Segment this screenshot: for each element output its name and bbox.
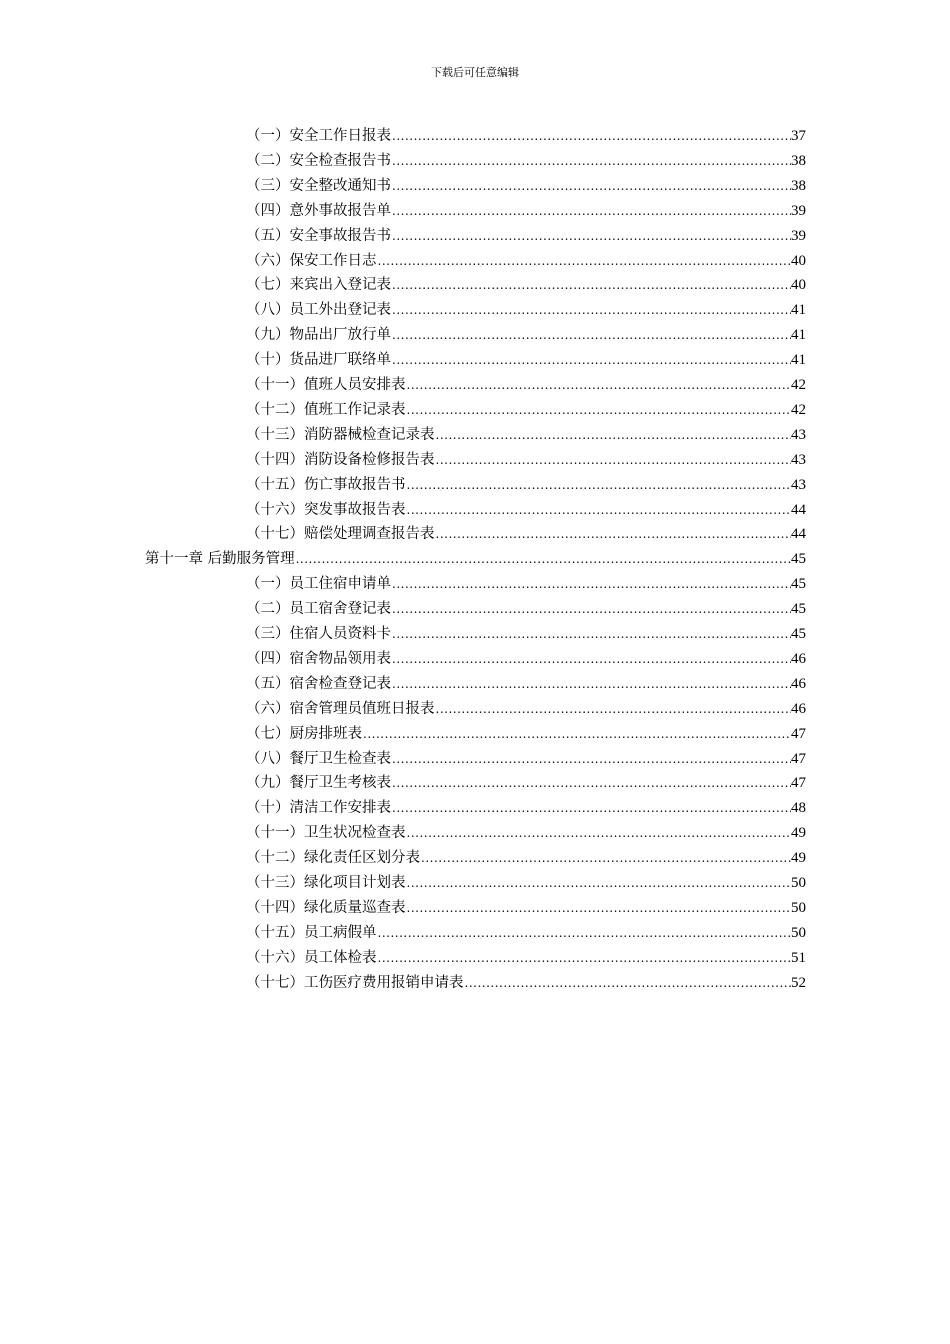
toc-entry[interactable]	[246, 747, 806, 771]
toc-page-number: 45	[791, 626, 806, 642]
toc-page-number: 49	[791, 825, 806, 842]
toc-page-number: 44	[791, 501, 806, 518]
toc-dot-leader	[391, 149, 791, 173]
toc-page-number: 50	[791, 875, 806, 891]
toc-page-number: 42	[791, 377, 806, 393]
toc-page-number: 44	[791, 526, 806, 543]
toc-entry-title: （六）保安工作日志	[246, 252, 377, 269]
toc-dot-leader	[464, 971, 792, 995]
toc-page-number: 43	[791, 451, 806, 468]
toc-page-number: 40	[791, 252, 806, 269]
toc-dot-leader	[406, 373, 792, 397]
toc-entry-title: （十六）突发事故报告表	[246, 501, 406, 518]
toc-page-number: 45	[791, 601, 806, 618]
toc-entry[interactable]	[246, 672, 806, 696]
toc-entry-title: （三）安全整改通知书	[246, 177, 391, 194]
page-header: 下载后可任意编辑	[431, 66, 519, 79]
toc-page-number: 47	[791, 775, 806, 792]
toc-dot-leader	[391, 298, 791, 322]
toc-page-number: 39	[791, 227, 806, 244]
toc-page-number: 38	[791, 152, 806, 169]
toc-page-number: 52	[791, 974, 806, 991]
toc-entry-title: （二）员工宿舍登记表	[246, 601, 391, 618]
toc-dot-leader	[391, 672, 791, 696]
toc-dot-leader	[391, 348, 791, 372]
toc-page-number: 37	[791, 128, 806, 144]
toc-page-number: 49	[791, 850, 806, 867]
toc-dot-leader	[406, 473, 792, 497]
toc-page-number: 41	[791, 352, 806, 369]
toc-entry-title: （二）安全检查报告书	[246, 152, 391, 169]
toc-dot-leader	[435, 423, 792, 447]
toc-entry[interactable]	[246, 373, 806, 397]
toc-entry-title: （十五）员工病假单	[246, 924, 377, 941]
toc-entry[interactable]	[246, 473, 806, 497]
toc-page-number: 39	[791, 202, 806, 219]
toc-page-number: 45	[791, 551, 806, 568]
toc-page-number: 47	[791, 725, 806, 742]
toc-entry[interactable]	[246, 323, 806, 347]
toc-page-number: 50	[791, 899, 806, 916]
toc-entry-title: （八）员工外出登记表	[246, 302, 391, 319]
toc-entry[interactable]	[246, 149, 806, 173]
toc-entry-title: （四）意外事故报告单	[246, 202, 391, 219]
toc-page-number: 38	[791, 177, 806, 194]
toc-dot-leader	[391, 572, 791, 596]
toc-dot-leader	[377, 921, 792, 945]
toc-dot-leader	[435, 448, 792, 472]
toc-entry-title: （十）货品进厂联络单	[246, 352, 391, 369]
toc-entry-title: （十五）伤亡事故报告书	[246, 476, 406, 493]
toc-dot-leader	[362, 722, 791, 746]
toc-entry[interactable]	[246, 821, 806, 845]
toc-page-number: 42	[791, 401, 806, 418]
toc-page-number: 48	[791, 800, 806, 817]
toc-entry[interactable]	[246, 597, 806, 621]
toc-entry-title: （十三）绿化项目计划表	[246, 875, 406, 891]
toc-entry-title: （十）清洁工作安排表	[246, 800, 391, 817]
toc-entry-title: （五）宿舍检查登记表	[246, 675, 391, 692]
toc-entry[interactable]	[246, 921, 806, 945]
toc-entry-title: （一）安全工作日报表	[246, 128, 391, 144]
toc-entry[interactable]	[246, 697, 806, 721]
toc-page-number: 41	[791, 302, 806, 319]
toc-entry[interactable]	[246, 249, 806, 273]
toc-entry-title: （十二）值班工作记录表	[246, 401, 406, 418]
toc-dot-leader	[406, 871, 792, 895]
toc-dot-leader	[295, 547, 791, 571]
toc-page-number: 43	[791, 426, 806, 443]
toc-dot-leader	[391, 273, 791, 297]
toc-dot-leader	[406, 398, 792, 422]
toc-entry-title: （八）餐厅卫生检查表	[246, 750, 391, 767]
toc-entry-title: （九）餐厅卫生考核表	[246, 775, 391, 792]
toc-page-number: 46	[791, 675, 806, 692]
toc-chapter-entry[interactable]	[145, 547, 806, 571]
toc-entry[interactable]	[246, 423, 806, 447]
toc-entry[interactable]	[246, 273, 806, 297]
toc-dot-leader	[377, 249, 792, 273]
toc-entry[interactable]	[246, 871, 806, 895]
toc-entry[interactable]	[246, 771, 806, 795]
toc-entry-title: （七）来宾出入登记表	[246, 277, 391, 294]
toc-entry-title: （一）员工住宿申请单	[246, 576, 391, 593]
toc-entry-title: （六）宿舍管理员值班日报表	[246, 700, 435, 717]
toc-entry-title: （十六）员工体检表	[246, 949, 377, 966]
toc-page-number: 45	[791, 576, 806, 593]
toc-dot-leader	[391, 747, 791, 771]
toc-entry[interactable]	[246, 522, 806, 546]
toc-entry-title: （十一）卫生状况检查表	[246, 825, 406, 842]
toc-page-number: 41	[791, 327, 806, 344]
toc-dot-leader	[391, 174, 791, 198]
toc-page-number: 43	[791, 476, 806, 493]
toc-dot-leader	[377, 946, 792, 970]
toc-dot-leader	[391, 124, 791, 148]
toc-page-number: 46	[791, 700, 806, 717]
toc-page-number: 40	[791, 277, 806, 294]
toc-dot-leader	[391, 323, 791, 347]
toc-entry[interactable]	[246, 448, 806, 472]
toc-entry[interactable]	[246, 572, 806, 596]
toc-entry[interactable]	[246, 946, 806, 970]
toc-dot-leader	[391, 771, 791, 795]
toc-entry[interactable]	[246, 722, 806, 746]
toc-dot-leader	[406, 498, 792, 522]
toc-entry-title: （十二）绿化责任区划分表	[246, 850, 420, 867]
toc-entry[interactable]	[246, 971, 806, 995]
toc-entry-title: （七）厨房排班表	[246, 725, 362, 742]
toc-dot-leader	[391, 796, 791, 820]
toc-page-number: 50	[791, 924, 806, 941]
toc-entry-title: （十一）值班人员安排表	[246, 377, 406, 393]
toc-entry-title: （十四）消防设备检修报告表	[246, 451, 435, 468]
toc-entry[interactable]	[246, 199, 806, 223]
toc-entry-title: （九）物品出厂放行单	[246, 327, 391, 344]
toc-page-number: 51	[791, 949, 806, 966]
toc-dot-leader	[420, 846, 791, 870]
toc-dot-leader	[406, 821, 792, 845]
toc-entry[interactable]	[246, 622, 806, 646]
toc-entry[interactable]	[246, 174, 806, 198]
toc-entry[interactable]	[246, 647, 806, 671]
toc-dot-leader	[435, 697, 792, 721]
toc-dot-leader	[435, 522, 792, 546]
toc-dot-leader	[391, 647, 791, 671]
toc-page-number: 46	[791, 650, 806, 667]
toc-entry[interactable]	[246, 298, 806, 322]
toc-dot-leader	[391, 224, 791, 248]
toc-entry-title: （四）宿舍物品领用表	[246, 650, 391, 667]
toc-dot-leader	[391, 622, 791, 646]
toc-page-number: 47	[791, 750, 806, 767]
toc-dot-leader	[391, 199, 791, 223]
toc-entry-title: （五）安全事故报告书	[246, 227, 391, 244]
toc-entry[interactable]	[246, 846, 806, 870]
toc-entry-title: （十三）消防器械检查记录表	[246, 426, 435, 443]
toc-entry-title: （十七）赔偿处理调查报告表	[246, 526, 435, 543]
toc-entry[interactable]	[246, 398, 806, 422]
toc-entry[interactable]	[246, 348, 806, 372]
toc-entry[interactable]	[246, 896, 806, 920]
toc-entry[interactable]	[246, 224, 806, 248]
toc-dot-leader	[406, 896, 792, 920]
toc-entry[interactable]	[246, 498, 806, 522]
toc-entry-title: （三）住宿人员资料卡	[246, 626, 391, 642]
toc-entry-title: （十四）绿化质量巡查表	[246, 899, 406, 916]
toc-entry[interactable]	[246, 124, 806, 148]
toc-entry-title: （十七）工伤医疗费用报销申请表	[246, 974, 464, 991]
toc-entry[interactable]	[246, 796, 806, 820]
toc-entry-title: 第十一章 后勤服务管理	[145, 551, 295, 568]
toc-dot-leader	[391, 597, 791, 621]
